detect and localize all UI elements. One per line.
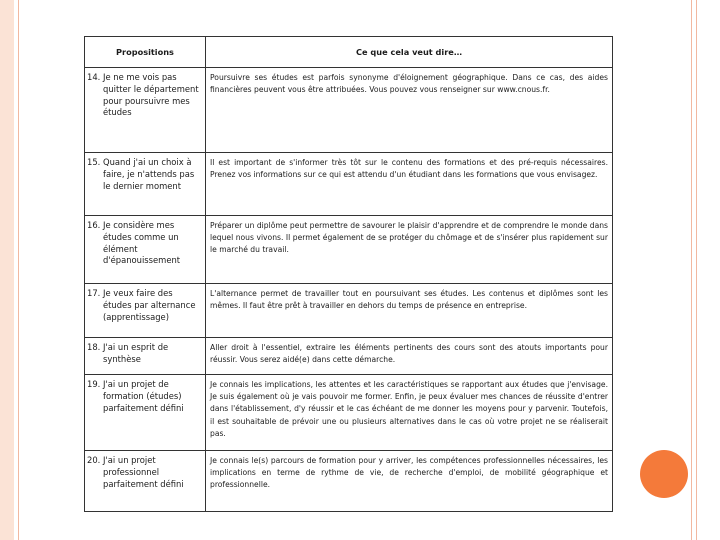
proposition-cell xyxy=(85,451,206,512)
table-row xyxy=(85,68,613,153)
table-row xyxy=(85,284,613,338)
proposition-text: Je veux faire des études par alternance (apprentissage) xyxy=(103,288,196,322)
proposition-number: 17. xyxy=(87,288,101,298)
proposition-number: 15. xyxy=(87,157,101,167)
proposition-cell xyxy=(85,338,206,375)
proposition-number: 20. xyxy=(87,455,101,465)
proposition-text: Quand j'ai un choix à faire, je n'attends pas le dernier moment xyxy=(103,157,195,191)
table-header-row xyxy=(85,37,613,68)
table-row xyxy=(85,375,613,451)
proposition-cell xyxy=(85,216,206,284)
table-row xyxy=(85,216,613,284)
proposition-cell xyxy=(85,68,206,153)
proposition-number: 18. xyxy=(87,342,101,352)
proposition-text: J'ai un esprit de synthèse xyxy=(103,342,169,364)
header-meaning: Ce que cela veut dire… xyxy=(206,37,613,68)
meaning-text: Préparer un diplôme peut permettre de savourer le plaisir d'apprendre et de comprendre le monde dans lequel nous vivons. Il permet également de se protéger du chômage et de s'insérer plus rapidement sur le marché du travail. xyxy=(206,216,613,284)
meaning-text: Je connais le(s) parcours de formation pour y arriver, les compétences professionnelles nécessaires, les implications en terme de rythme de vie, de recherche d'emploi, de mobilité géographique et professionnelle. xyxy=(206,451,613,512)
meaning-text: Aller droit à l'essentiel, extraire les éléments pertinents des cours sont des atouts importants pour réussir. Vous serez aidé(e) dans cette démarche. xyxy=(206,338,613,375)
proposition-text: Je considère mes études comme un élément d'épanouissement xyxy=(103,220,181,266)
proposition-number: 14. xyxy=(87,72,101,82)
proposition-number: 19. xyxy=(87,379,101,389)
slide-frame-line-right-outer xyxy=(696,0,697,540)
table-row xyxy=(85,338,613,375)
header-propositions: Propositions xyxy=(85,37,206,68)
slide-left-border xyxy=(0,0,14,540)
meaning-text: Je connais les implications, les attentes et les caractéristiques se rapportant aux études que j'envisage. Je suis également où je vais pouvoir me former. Enfin, je peux évaluer mes chances de réussite d'entrer dans l'établissement, d'y réussir et le cas échéant de me donner les moyens pour y parvenir. Toutefois, il est souhaitable de prévoir une ou plusieurs alternatives dans le cas où votre projet ne se réaliserait pas. xyxy=(206,375,613,451)
proposition-number: 16. xyxy=(87,220,101,230)
table-row xyxy=(85,153,613,216)
proposition-cell xyxy=(85,284,206,338)
scanned-document xyxy=(84,36,612,510)
propositions-table xyxy=(84,36,613,512)
meaning-text: Il est important de s'informer très tôt sur le contenu des formations et des pré-requis nécessaires. Prenez vos informations sur ce qui est attendu d'un étudiant dans les formations que vous envisagez. xyxy=(206,153,613,216)
proposition-cell xyxy=(85,375,206,451)
proposition-text: Je ne me vois pas quitter le département pour poursuivre mes études xyxy=(103,72,199,118)
slide-frame-line-right-inner xyxy=(691,0,692,540)
slide-orange-circle xyxy=(640,450,688,498)
proposition-text: J'ai un projet professionnel parfaitement défini xyxy=(103,455,184,489)
meaning-text: L'alternance permet de travailler tout en poursuivant ses études. Les contenus et diplômes sont les mêmes. Il faut être prêt à travailler en dehors du temps de présence en entreprise. xyxy=(206,284,613,338)
meaning-text: Poursuivre ses études est parfois synonyme d'éloignement géographique. Dans ce cas, des aides financières peuvent vous être attribuées. Vous pouvez vous renseigner sur www.cnous.fr. xyxy=(206,68,613,153)
proposition-text: J'ai un projet de formation (études) parfaitement défini xyxy=(103,379,184,413)
proposition-cell xyxy=(85,153,206,216)
slide-frame-line-left xyxy=(18,0,19,540)
table-row xyxy=(85,451,613,512)
